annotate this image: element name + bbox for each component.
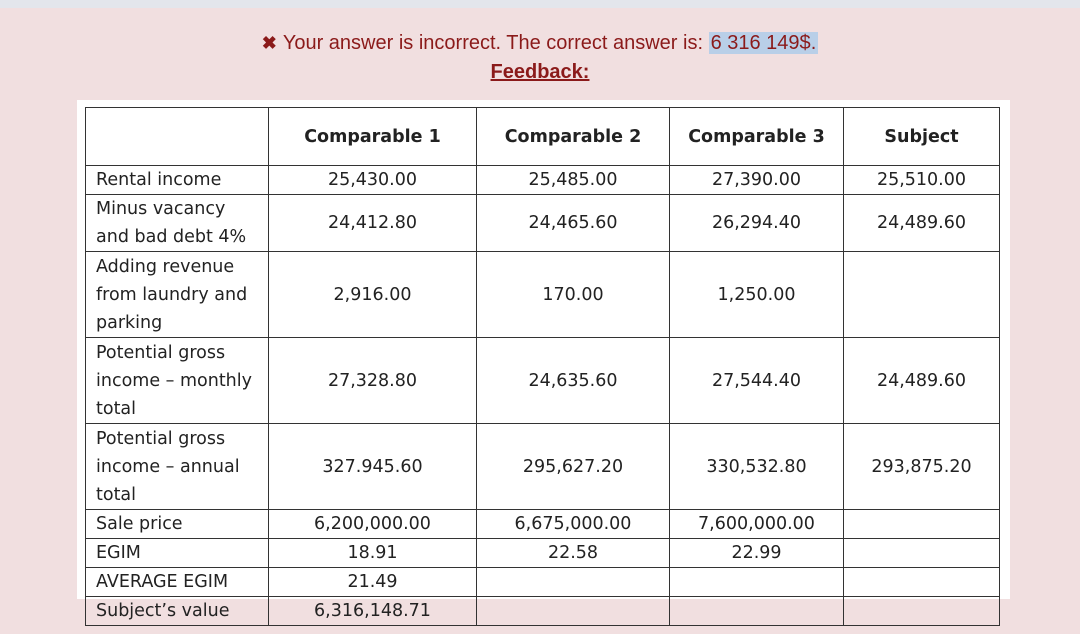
header-cell-empty <box>86 108 269 166</box>
row-label: Potential gross income – annual total <box>86 424 269 510</box>
table-cell: 24,489.60 <box>844 195 1000 252</box>
feedback-table <box>85 107 1000 626</box>
table-cell: 24,635.60 <box>477 338 670 424</box>
table-cell <box>844 568 1000 597</box>
table-cell: 24,465.60 <box>477 195 670 252</box>
table-cell: 22.58 <box>477 539 670 568</box>
incorrect-x-icon: ✖ <box>261 33 277 53</box>
table-row <box>86 510 1000 539</box>
row-label: Potential gross income – monthly total <box>86 338 269 424</box>
table-row <box>86 252 1000 338</box>
row-label: AVERAGE EGIM <box>86 568 269 597</box>
table-row <box>86 597 1000 626</box>
table-cell: 1,250.00 <box>670 252 844 338</box>
table-row <box>86 166 1000 195</box>
table-cell: 25,485.00 <box>477 166 670 195</box>
row-label: Rental income <box>86 166 269 195</box>
table-cell: 293,875.20 <box>844 424 1000 510</box>
row-label: Sale price <box>86 510 269 539</box>
table-row <box>86 195 1000 252</box>
table-cell: 295,627.20 <box>477 424 670 510</box>
table-cell <box>844 510 1000 539</box>
table-header-row <box>86 108 1000 166</box>
table-cell: 25,430.00 <box>269 166 477 195</box>
feedback-heading: Feedback: <box>490 61 590 83</box>
table-cell: 26,294.40 <box>670 195 844 252</box>
row-label: EGIM <box>86 539 269 568</box>
table-cell: 22.99 <box>670 539 844 568</box>
header-subject: Subject <box>844 108 1000 166</box>
row-label: Minus vacancy and bad debt 4% <box>86 195 269 252</box>
row-label: Subject’s value <box>86 597 269 626</box>
table-cell: 21.49 <box>269 568 477 597</box>
correct-answer <box>709 32 819 54</box>
table-cell: 6,200,000.00 <box>269 510 477 539</box>
table-cell: 24,489.60 <box>844 338 1000 424</box>
table-row <box>86 568 1000 597</box>
top-strip <box>0 0 1080 8</box>
table-cell <box>844 597 1000 626</box>
table-cell <box>844 539 1000 568</box>
answer-suffix: . <box>810 32 817 54</box>
table-row <box>86 424 1000 510</box>
table-cell: 6,316,148.71 <box>269 597 477 626</box>
table-cell <box>670 597 844 626</box>
table-row <box>86 338 1000 424</box>
table-cell <box>844 252 1000 338</box>
row-label: Adding revenue from laundry and parking <box>86 252 269 338</box>
table-cell <box>670 568 844 597</box>
table-cell: 330,532.80 <box>670 424 844 510</box>
result-prefix: Your answer is incorrect. The correct answer is: <box>282 32 704 54</box>
table-cell: 24,412.80 <box>269 195 477 252</box>
table-cell: 18.91 <box>269 539 477 568</box>
header-comparable-3: Comparable 3 <box>670 108 844 166</box>
table-cell <box>477 568 670 597</box>
table-cell: 170.00 <box>477 252 670 338</box>
table-cell: 7,600,000.00 <box>670 510 844 539</box>
result-message <box>0 29 1080 57</box>
table-cell: 27,328.80 <box>269 338 477 424</box>
table-cell: 25,510.00 <box>844 166 1000 195</box>
table-row <box>86 539 1000 568</box>
correct-answer-value: 6 316 149$ <box>710 32 811 54</box>
table-cell: 6,675,000.00 <box>477 510 670 539</box>
header-comparable-1: Comparable 1 <box>269 108 477 166</box>
table-cell: 27,544.40 <box>670 338 844 424</box>
table-cell: 27,390.00 <box>670 166 844 195</box>
table-cell: 327.945.60 <box>269 424 477 510</box>
table-cell: 2,916.00 <box>269 252 477 338</box>
header-comparable-2: Comparable 2 <box>477 108 670 166</box>
table-cell <box>477 597 670 626</box>
